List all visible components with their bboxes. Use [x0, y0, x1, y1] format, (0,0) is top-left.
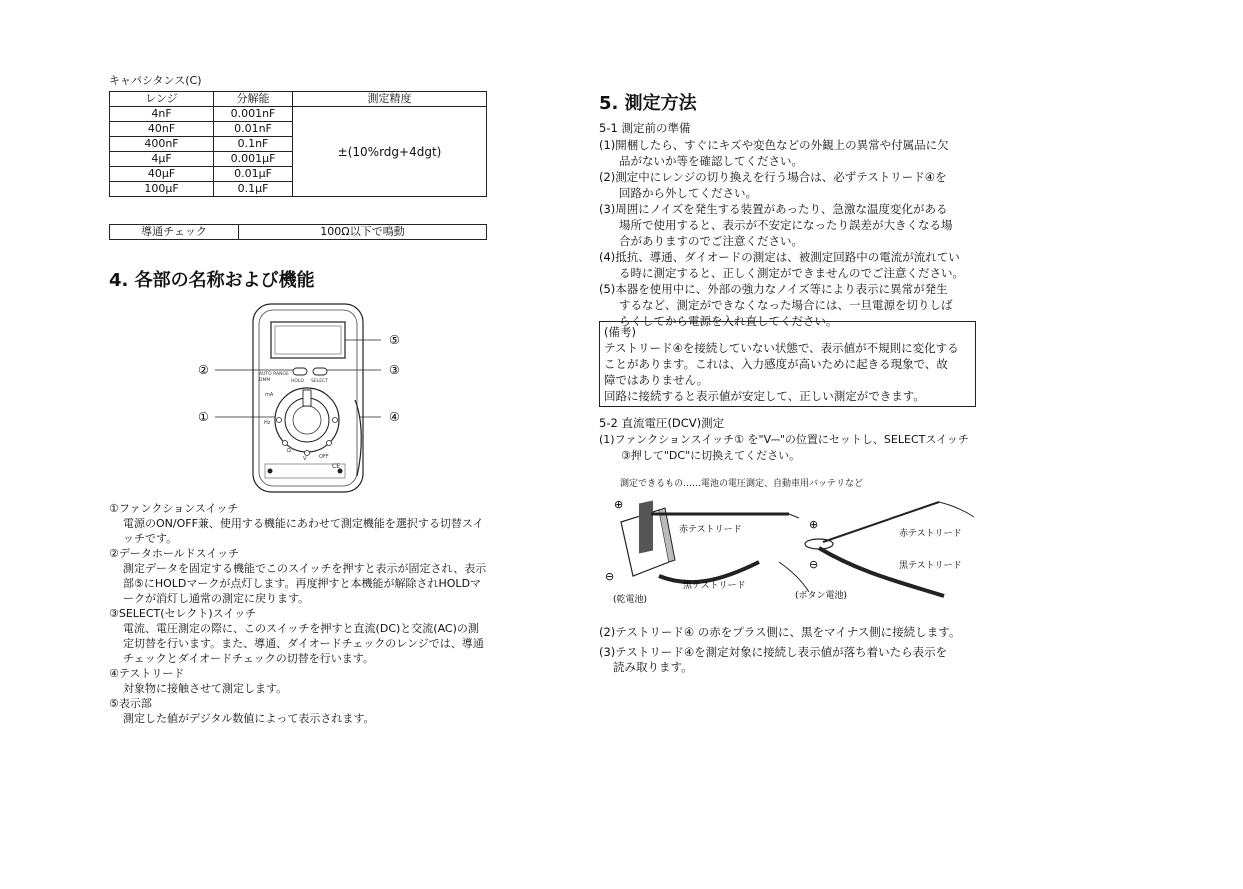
accuracy-cell: ±(10%rdg+4dgt): [293, 107, 487, 197]
header-resolution: 分解能: [214, 92, 293, 107]
hz-label: Hz: [264, 420, 271, 426]
note-line: 回路に接続すると表示値が安定して、正しい測定ができます。: [604, 389, 925, 403]
callout-2: ②: [198, 363, 209, 377]
range-cell: 40nF: [110, 122, 214, 137]
note-line: ことがあります。これは、入力感度が高いために起きる現象で、故: [604, 357, 948, 371]
resolution-cell: 0.01μF: [214, 167, 293, 182]
list-item: (4)抵抗、導通、ダイオードの測定は、被測定回路中の電流が流れてい: [599, 250, 960, 264]
hold-button: [293, 368, 307, 375]
list-item: (1)開梱したら、すぐにキズや変色などの外観上の異常や付属品に欠: [599, 138, 949, 152]
list-item-cont: 品がないか等を確認してください。: [619, 154, 803, 168]
black-probe-right: [819, 548, 944, 596]
item-head: ①ファンクションスイッチ: [109, 502, 239, 515]
ce-label: CE: [332, 463, 340, 470]
item-body: 対象物に接触させて測定します。: [123, 682, 288, 695]
list-item-cont: 場所で使用すると、表示が不安定になったり誤差が大きくなる場: [619, 218, 953, 232]
display-window: [271, 322, 345, 358]
hold-label: HOLD: [291, 379, 304, 384]
step2: (2)テストリード④ の赤をプラス側に、黒をマイナス側に接続します。: [599, 625, 961, 639]
button-battery-label: (ボタン電池): [795, 591, 848, 601]
continuity-value: 100Ω以下で鳴動: [239, 225, 487, 240]
step3: (3)テストリード④を測定対象に接続し表示値が落ち着いたら表示を: [599, 645, 948, 659]
item-head: ④テストリード: [109, 667, 185, 680]
resolution-cell: 0.001μF: [214, 152, 293, 167]
section4-title: 4. 各部の名称および機能: [109, 270, 315, 291]
v-label: V: [303, 456, 307, 462]
item-head: ②データホールドスイッチ: [109, 547, 240, 560]
item-body: 測定データを固定する機能でこのスイッチを押すと表示が固定され、表示部⑤にHOLDマークが点灯します。再度押すと本機能が解除されHOLDマークが消灯し通常の測定に戻ります。: [123, 562, 487, 605]
step3-cont: 読み取ります。: [613, 660, 693, 674]
list-item-cont: 合がありますのでご注意ください。: [619, 234, 803, 248]
range-cell: 4nF: [110, 107, 214, 122]
header-range: レンジ: [110, 92, 214, 107]
resolution-cell: 0.1μF: [214, 182, 293, 197]
note-line: 障ではありません。: [604, 373, 709, 387]
section4-items: [109, 501, 489, 726]
range-cell: 40μF: [110, 167, 214, 182]
black-probe-left: [659, 562, 759, 582]
list-item: (5)本器を使用中に、外部の強力なノイズ等により表示に異常が発生: [599, 282, 948, 296]
sub2-step1-cont: ③押して"DC"に切換えてください。: [621, 449, 801, 462]
sub2-step1: (1)ファンクションスイッチ① を"V⎓"の位置にセットし、SELECTスイッチ: [599, 433, 969, 446]
capacitance-title: キャパシタンス(C): [109, 74, 202, 87]
capacitance-table: [109, 91, 487, 197]
item-head: ⑤表示部: [109, 697, 152, 710]
callout-1: ①: [198, 410, 209, 424]
sub2-title: 5-2 直流電圧(DCV)測定: [599, 416, 725, 430]
list-item: (3)周囲にノイズを発生する装置があったり、急激な温度変化がある: [599, 202, 948, 216]
note-line: テストリード④を接続していない状態で、表示値が不規則に変化する: [604, 341, 959, 355]
item-body: 電源のON/OFF兼、使用する機能にあわせて測定機能を選択する切替スイッチです。: [123, 517, 484, 545]
auto-range-label: AUTO RANGE: [259, 372, 289, 377]
section5-title: 5. 測定方法: [599, 93, 697, 114]
figure-caption: 測定できるもの……電池の電圧測定、自動車用バッテリなど: [620, 479, 864, 489]
list-item-cont: る時に測定すると、正しく測定ができませんのでご注意ください。: [619, 266, 964, 280]
note-box: [599, 321, 976, 407]
dry-battery-label: (乾電池): [613, 595, 648, 605]
black-lead-left-label: 黒テストリード: [683, 581, 746, 591]
minus-left: ⊖: [605, 570, 615, 583]
callout-5: ⑤: [389, 333, 400, 347]
plus-right: ⊕: [809, 518, 819, 531]
item-body: 測定した値がデジタル数値によって表示されます。: [123, 712, 375, 725]
sub1-list: [599, 137, 984, 329]
continuity-label: 導通チェック: [110, 225, 239, 240]
range-cell: 4μF: [110, 152, 214, 167]
black-lead-right-label: 黒テストリード: [899, 561, 962, 571]
multimeter-illustration: [195, 300, 415, 500]
dmm-label: DMM: [259, 378, 271, 383]
range-cell: 100μF: [110, 182, 214, 197]
resolution-cell: 0.001nF: [214, 107, 293, 122]
header-accuracy: 測定精度: [293, 92, 487, 107]
minus-right: ⊖: [809, 558, 819, 571]
continuity-table: [109, 224, 487, 240]
red-lead-right-label: 赤テストリード: [899, 529, 962, 539]
off-label: OFF: [319, 454, 329, 460]
list-item-cont: 回路から外してください。: [619, 186, 757, 200]
ohm-label: Ω: [287, 448, 291, 454]
plus-left: ⊕: [614, 498, 624, 511]
callout-3: ③: [389, 363, 400, 377]
resolution-cell: 0.01nF: [214, 122, 293, 137]
select-label: SELECT: [311, 379, 328, 384]
resolution-cell: 0.1nF: [214, 137, 293, 152]
item-body: 電流、電圧測定の際に、このスイッチを押すと直流(DC)と交流(AC)の測定切替を行います。また、導通、ダイオードチェックのレンジでは、導通チェックとダイオードチェックの切替を行います。: [123, 622, 484, 665]
ma-label: mA: [265, 392, 274, 398]
list-item-cont: らくしてから電源を入れ直してください。: [619, 314, 838, 328]
callout-4: ④: [389, 410, 400, 424]
range-cell: 400nF: [110, 137, 214, 152]
select-button: [313, 368, 327, 375]
battery-figure: [599, 492, 979, 614]
list-item: (2)測定中にレンジの切り換えを行う場合は、必ずテストリード④を: [599, 170, 947, 184]
item-head: ③SELECT(セレクト)スイッチ: [109, 607, 257, 620]
red-lead-left-label: 赤テストリード: [679, 525, 742, 535]
sub1-title: 5-1 測定前の準備: [599, 121, 691, 135]
note-title: (備考): [604, 325, 636, 339]
list-item-cont: するなど、測定ができなくなった場合には、一旦電源を切りしば: [619, 298, 953, 312]
